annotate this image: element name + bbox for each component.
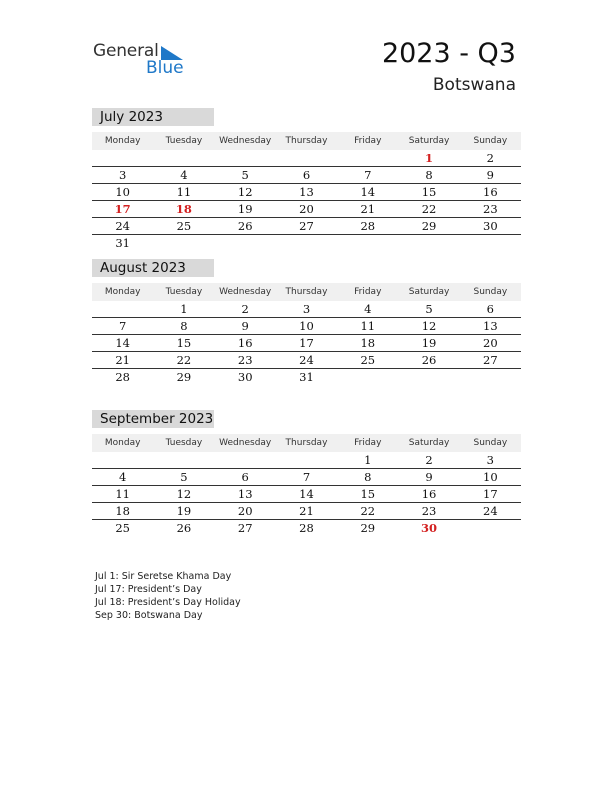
day-cell: 1 — [425, 151, 434, 165]
day-cell: 2 — [241, 302, 249, 316]
weekday-label: Thursday — [285, 136, 328, 146]
empty-day-cell — [337, 369, 398, 386]
day-cell: 14 — [360, 185, 376, 199]
month-title: September 2023 — [92, 410, 214, 428]
day-cell: 16 — [483, 185, 498, 199]
day-cell: 22 — [421, 202, 437, 216]
country-name: Botswana — [432, 75, 516, 95]
day-cell: 29 — [421, 219, 437, 233]
week-row — [92, 184, 521, 201]
day-cell: 12 — [237, 185, 253, 199]
day-cell: 31 — [299, 370, 314, 384]
empty-day-cell — [92, 150, 153, 166]
weekday-label: Sunday — [473, 287, 508, 297]
month-calendar-july — [92, 108, 521, 252]
day-cell: 1 — [180, 302, 188, 316]
logo-word-general: General — [93, 41, 159, 61]
weekday-label: Friday — [354, 136, 382, 146]
empty-day-cell — [398, 235, 459, 252]
day-cell: 4 — [118, 470, 127, 484]
week-row — [92, 301, 521, 318]
day-cell: 25 — [360, 353, 376, 367]
weeks-grid — [92, 150, 521, 252]
day-cell: 26 — [176, 521, 192, 535]
week-row — [92, 150, 521, 167]
day-cell: 20 — [299, 202, 314, 216]
weekday-label: Wednesday — [219, 287, 272, 297]
day-cell: 15 — [360, 487, 376, 501]
week-row — [92, 235, 521, 252]
day-cell: 17 — [483, 487, 498, 501]
day-cell: 3 — [486, 453, 494, 467]
day-cell: 4 — [364, 302, 372, 316]
day-cell: 26 — [421, 353, 437, 367]
empty-day-cell — [153, 150, 214, 166]
day-cell: 24 — [299, 353, 314, 367]
day-cell: 7 — [118, 319, 127, 333]
weekday-header-row — [92, 283, 521, 301]
day-cell: 15 — [176, 336, 192, 350]
holiday-note: Jul 17: President’s Day — [95, 584, 202, 595]
page-title: 2023 - Q3 — [381, 38, 516, 69]
day-cell: 23 — [237, 353, 253, 367]
day-cell: 27 — [483, 353, 498, 367]
weekday-label: Sunday — [473, 438, 508, 448]
weekday-label: Wednesday — [219, 438, 272, 448]
day-cell: 9 — [486, 168, 494, 182]
day-cell: 6 — [302, 168, 311, 182]
day-cell: 23 — [421, 504, 437, 518]
day-cell: 21 — [299, 504, 314, 518]
day-cell: 19 — [176, 504, 192, 518]
day-cell: 20 — [483, 336, 498, 350]
week-row — [92, 503, 521, 520]
day-cell: 11 — [176, 185, 192, 199]
day-cell: 27 — [299, 219, 314, 233]
day-cell: 3 — [118, 168, 127, 182]
day-cell: 18 — [115, 504, 130, 518]
empty-day-cell — [92, 301, 153, 317]
day-cell: 8 — [180, 319, 188, 333]
day-cell: 10 — [299, 319, 314, 333]
day-cell: 27 — [237, 521, 253, 535]
day-cell: 12 — [421, 319, 437, 333]
day-cell: 16 — [421, 487, 437, 501]
empty-day-cell — [460, 520, 521, 537]
day-cell: 30 — [421, 521, 438, 535]
weekday-label: Sunday — [473, 136, 508, 146]
day-cell: 16 — [237, 336, 253, 350]
holiday-note: Jul 1: Sir Seretse Khama Day — [95, 571, 232, 582]
day-cell: 20 — [237, 504, 253, 518]
day-cell: 22 — [176, 353, 192, 367]
week-row — [92, 520, 521, 537]
day-cell: 11 — [115, 487, 130, 501]
weekday-header-row — [92, 132, 521, 150]
empty-day-cell — [276, 452, 337, 468]
day-cell: 19 — [237, 202, 253, 216]
day-cell: 11 — [360, 319, 376, 333]
day-cell: 26 — [237, 219, 253, 233]
weekday-label: Tuesday — [165, 136, 203, 146]
day-cell: 2 — [425, 453, 433, 467]
day-cell: 25 — [115, 521, 130, 535]
weekday-label: Tuesday — [165, 287, 203, 297]
day-cell: 17 — [114, 202, 131, 216]
holiday-notes — [95, 570, 241, 622]
day-cell: 10 — [115, 185, 130, 199]
week-row — [92, 318, 521, 335]
day-cell: 8 — [364, 470, 372, 484]
day-cell: 10 — [483, 470, 498, 484]
generalblue-logo — [93, 41, 193, 81]
week-row — [92, 452, 521, 469]
day-cell: 18 — [175, 202, 192, 216]
weekday-label: Friday — [354, 287, 382, 297]
empty-day-cell — [276, 235, 337, 252]
month-calendar-august — [92, 259, 521, 386]
day-cell: 8 — [425, 168, 433, 182]
week-row — [92, 201, 521, 218]
weekday-label: Tuesday — [165, 438, 203, 448]
logo-word-blue: Blue — [146, 58, 184, 78]
day-cell: 29 — [360, 521, 376, 535]
day-cell: 29 — [176, 370, 192, 384]
weekday-label: Saturday — [408, 136, 450, 146]
weekday-label: Friday — [354, 438, 382, 448]
day-cell: 31 — [115, 236, 130, 250]
day-cell: 7 — [302, 470, 311, 484]
weekday-label: Thursday — [285, 287, 328, 297]
empty-day-cell — [398, 369, 459, 386]
day-cell: 23 — [483, 202, 498, 216]
day-cell: 5 — [180, 470, 188, 484]
day-cell: 5 — [425, 302, 433, 316]
day-cell: 30 — [237, 370, 253, 384]
weekday-label: Saturday — [408, 438, 450, 448]
day-cell: 30 — [483, 219, 498, 233]
weekday-header-row — [92, 434, 521, 452]
month-calendar-september — [92, 410, 521, 537]
weekday-label: Wednesday — [219, 136, 272, 146]
day-cell: 9 — [241, 319, 249, 333]
day-cell: 1 — [364, 453, 372, 467]
day-cell: 28 — [360, 219, 376, 233]
holiday-note: Sep 30: Botswana Day — [95, 610, 203, 621]
day-cell: 24 — [483, 504, 498, 518]
day-cell: 25 — [176, 219, 192, 233]
week-row — [92, 218, 521, 235]
day-cell: 21 — [360, 202, 376, 216]
week-row — [92, 167, 521, 184]
empty-day-cell — [215, 235, 276, 252]
day-cell: 24 — [115, 219, 130, 233]
day-cell: 9 — [425, 470, 433, 484]
day-cell: 2 — [486, 151, 494, 165]
week-row — [92, 369, 521, 386]
day-cell: 4 — [180, 168, 188, 182]
month-title: August 2023 — [92, 259, 214, 277]
day-cell: 28 — [299, 521, 314, 535]
empty-day-cell — [276, 150, 337, 166]
day-cell: 7 — [364, 168, 372, 182]
empty-day-cell — [460, 369, 521, 386]
week-row — [92, 469, 521, 486]
day-cell: 18 — [360, 336, 376, 350]
weekday-label: Monday — [104, 287, 141, 297]
day-cell: 19 — [421, 336, 437, 350]
empty-day-cell — [215, 150, 276, 166]
day-cell: 12 — [176, 487, 192, 501]
day-cell: 13 — [299, 185, 314, 199]
day-cell: 17 — [299, 336, 314, 350]
week-row — [92, 486, 521, 503]
day-cell: 6 — [241, 470, 249, 484]
day-cell: 21 — [115, 353, 130, 367]
day-cell: 22 — [360, 504, 376, 518]
empty-day-cell — [153, 235, 214, 252]
empty-day-cell — [92, 452, 153, 468]
weekday-label: Saturday — [408, 287, 450, 297]
weeks-grid — [92, 301, 521, 386]
day-cell: 6 — [486, 302, 494, 316]
empty-day-cell — [460, 235, 521, 252]
weekday-label: Monday — [104, 438, 141, 448]
month-title: July 2023 — [92, 108, 214, 126]
weekday-label: Thursday — [285, 438, 328, 448]
week-row — [92, 352, 521, 369]
empty-day-cell — [337, 150, 398, 166]
empty-day-cell — [215, 452, 276, 468]
week-row — [92, 335, 521, 352]
day-cell: 14 — [299, 487, 314, 501]
weekday-label: Monday — [104, 136, 141, 146]
day-cell: 15 — [421, 185, 437, 199]
empty-day-cell — [337, 235, 398, 252]
empty-day-cell — [153, 452, 214, 468]
day-cell: 13 — [237, 487, 253, 501]
day-cell: 28 — [115, 370, 130, 384]
holiday-note: Jul 18: President’s Day Holiday — [95, 597, 241, 608]
day-cell: 14 — [115, 336, 130, 350]
weeks-grid — [92, 452, 521, 537]
day-cell: 13 — [483, 319, 498, 333]
day-cell: 5 — [241, 168, 249, 182]
day-cell: 3 — [302, 302, 311, 316]
